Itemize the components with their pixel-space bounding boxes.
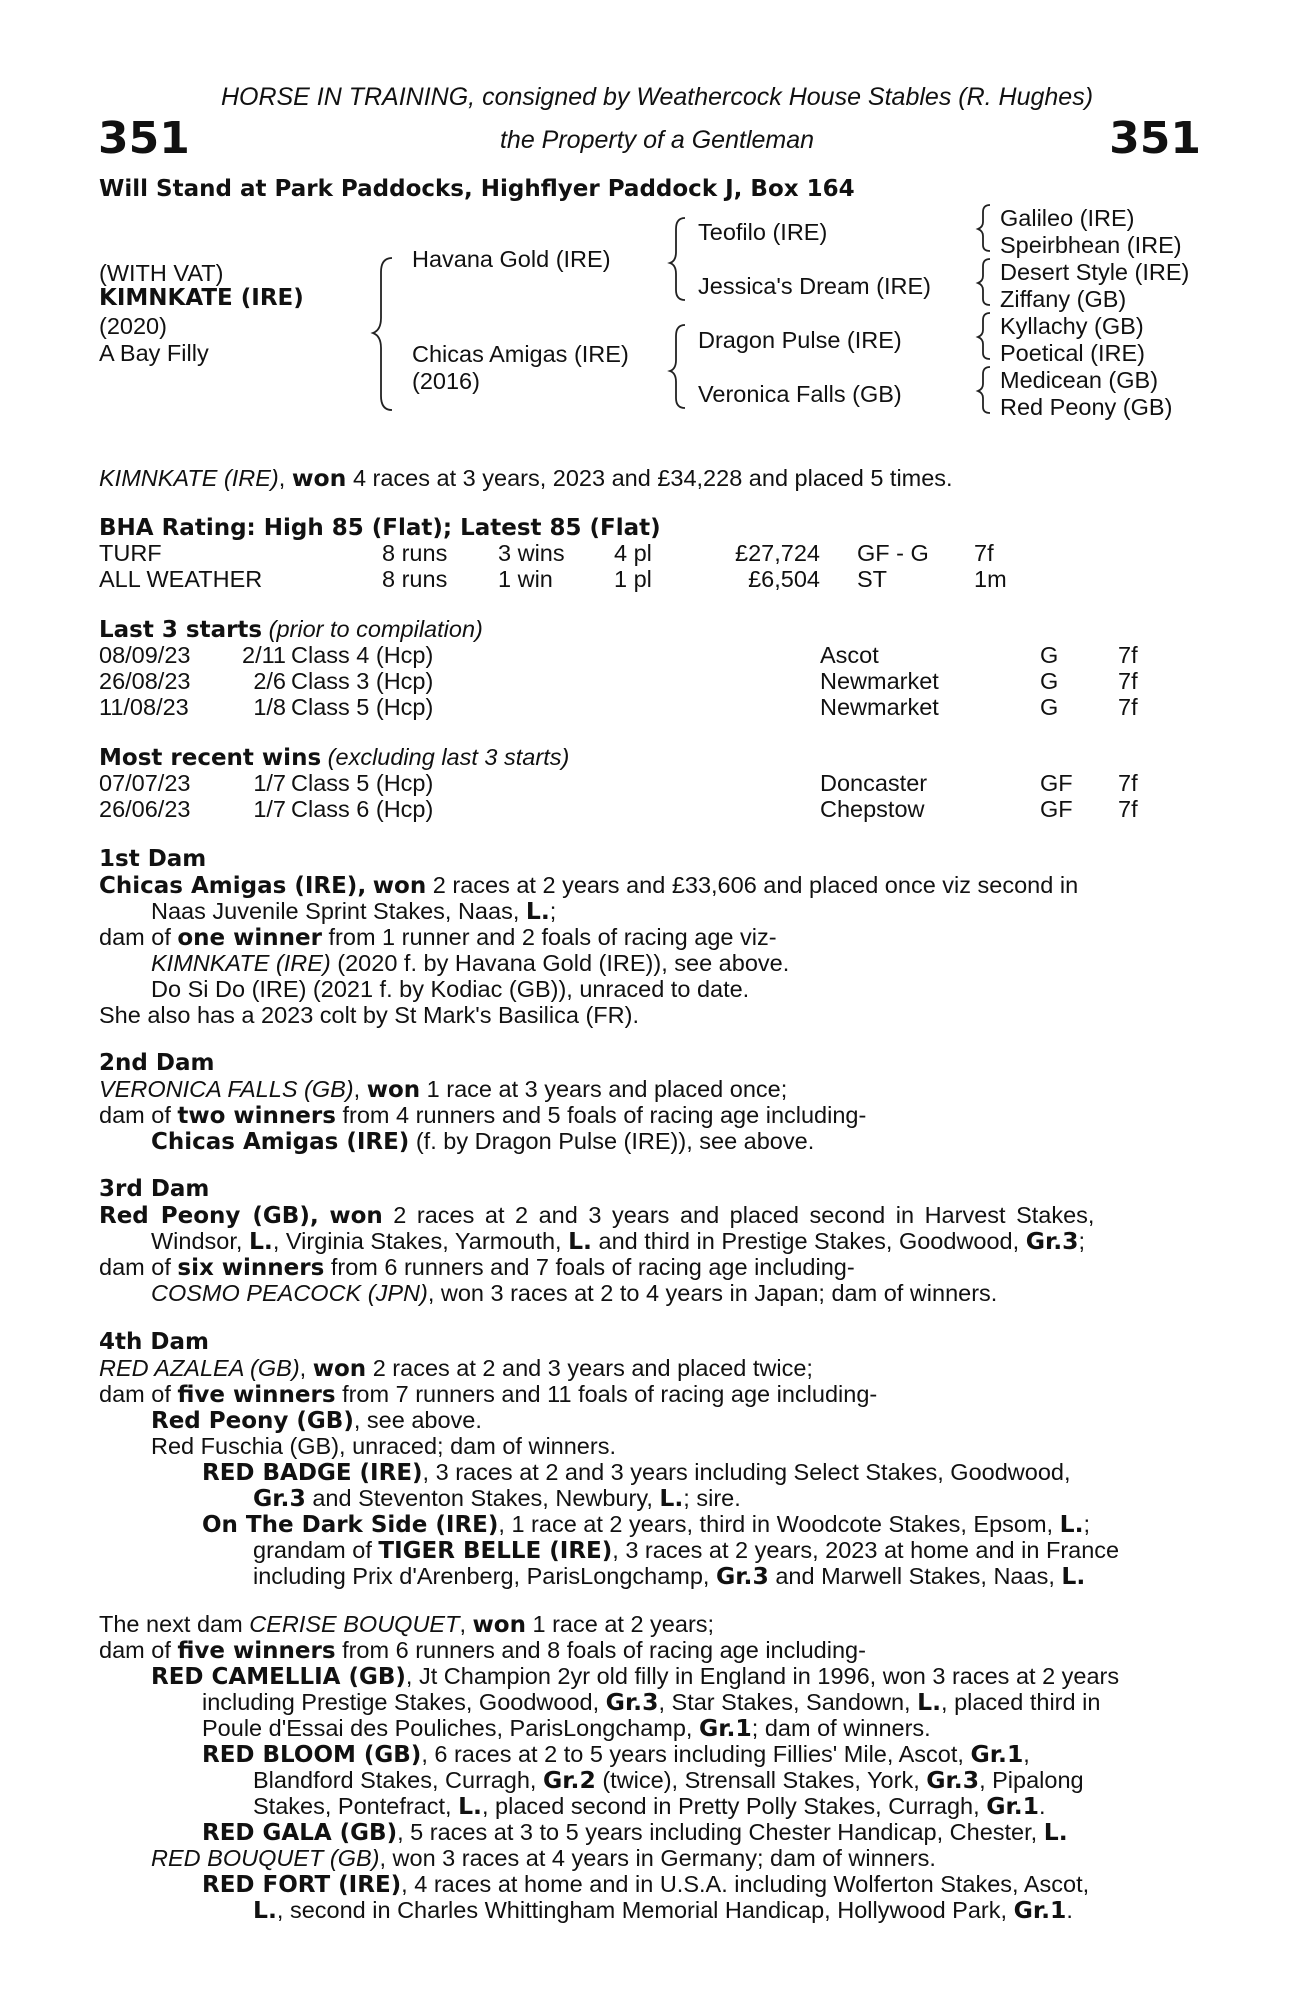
pedigree-dam-sire: Dragon Pulse (IRE) [698,327,902,353]
last3-note: (prior to compilation) [268,616,483,642]
nextdam-red-bouquet: RED BOUQUET (GB), won 3 races at 4 years in Germany; dam of winners. [151,1845,936,1871]
win-date: 07/07/23 [99,770,191,796]
recent-title: Most recent wins [99,745,322,771]
rating-surface: TURF [99,540,162,566]
brace-g2 [978,259,990,305]
win-course: Chepstow [820,796,925,822]
start-distance: 7f [1118,694,1138,720]
summary-rest: 4 races at 3 years, 2023 and £34,228 and placed 5 times. [352,465,953,491]
brace-g3 [978,313,990,359]
start-going: G [1040,668,1059,694]
dam1-line1: Chicas Amigas (IRE), won 2 races at 2 years and £33,606 and placed once viz second in [99,871,1079,899]
recent-heading [99,744,569,771]
race-summary [99,465,953,491]
pedigree-gen4-8: Red Peony (GB) [1000,394,1173,420]
nextdam-red-bloom-line2: Blandford Stakes, Curragh, Gr.2 (twice), Strensall Stakes, York, Gr.3, Pipalong [253,1766,1084,1794]
brace-dam [670,325,685,408]
dam1-name: Chicas Amigas (IRE) [99,873,358,899]
rating-surface: ALL WEATHER [99,566,263,592]
win-position: 1/7 [253,770,286,796]
win-distance: 7f [1118,770,1138,796]
brace-g1 [978,205,990,251]
dam4-grandam-line2: including Prix d'Arenberg, ParisLongchamp, Gr.3 and Marwell Stakes, Naas, L. [253,1562,1086,1590]
dam3-heading: 3rd Dam [99,1176,210,1202]
summary-horse-name: KIMNKATE (IRE) [99,465,279,491]
nextdam-red-fort: RED FORT (IRE), 4 races at home and in U.S.A. including Wolferton Stakes, Ascot, [202,1871,1090,1898]
dam1-also: She also has a 2023 colt by St Mark's Basilica (FR). [99,1002,639,1028]
dam4-grandam: grandam of TIGER BELLE (IRE), 3 races at 2 years, 2023 at home and in France [253,1537,1120,1564]
rating-runs: 8 runs [382,540,448,566]
property-line: the Property of a Gentleman [499,126,815,154]
pedigree-sire-dam: Jessica's Dream (IRE) [698,273,931,299]
start-position: 1/8 [253,694,286,720]
horse-description: A Bay Filly [99,340,209,366]
summary-won: won [291,464,347,492]
dam2-line1: VERONICA FALLS (GB), won 1 race at 3 years and placed once; [99,1076,788,1103]
pedigree-gen4-6: Poetical (IRE) [1000,340,1145,366]
start-going: G [1040,642,1059,668]
dam4-name: RED AZALEA (GB) [99,1355,300,1381]
win-going: GF [1040,770,1073,796]
start-course: Newmarket [820,694,939,720]
brace-main [373,258,392,410]
pedigree-dam-year: (2016) [412,368,480,394]
win-course: Doncaster [820,770,928,796]
brace-g4 [978,367,990,413]
win-distance: 7f [1118,796,1138,822]
dam4-red-badge-line2: Gr.3 and Steventon Stakes, Newbury, L.; sire. [253,1484,741,1512]
rating-distance: 7f [974,540,994,566]
dam1-heading: 1st Dam [99,846,207,872]
dam4-red-badge: RED BADGE (IRE), 3 races at 2 and 3 years including Select Stakes, Goodwood, [202,1459,1071,1486]
rating-distance: 1m [974,566,1007,592]
dam1-offspring2: Do Si Do (IRE) (2021 f. by Kodiac (GB)), unraced to date. [151,976,750,1002]
start-date: 26/08/23 [99,668,191,694]
last3-heading [99,616,483,643]
start-class: Class 5 (Hcp) [291,694,434,720]
nextdam-red-camellia-line3: Poule d'Essai des Pouliches, ParisLongchamp, Gr.1; dam of winners. [202,1714,931,1742]
dam2-heading: 2nd Dam [99,1050,215,1076]
dam3-damof: dam of six winners from 6 runners and 7 foals of racing age including- [99,1254,855,1281]
rating-prize: £27,724 [735,540,820,566]
dam3-line1: Red Peony (GB), won 2 races at 2 and 3 years and placed second in Harvest Stakes, [99,1201,1095,1229]
start-class: Class 3 (Hcp) [291,668,434,694]
start-date: 08/09/23 [99,642,191,668]
rating-wins: 3 wins [498,540,565,566]
brace-sire [670,218,685,300]
rating-placed: 1 pl [614,566,652,592]
nextdam-red-camellia-line2: including Prestige Stakes, Goodwood, Gr.3, Star Stakes, Sandown, L., placed third in [202,1688,1101,1716]
rating-wins: 1 win [498,566,553,592]
nextdam-red-camellia: RED CAMELLIA (GB), Jt Champion 2yr old filly in England in 1996, won 3 races at 2 years [151,1663,1120,1690]
rating-placed: 4 pl [614,540,652,566]
win-position: 1/7 [253,796,286,822]
dam1-damof: dam of one winner from 1 runner and 2 foals of racing age viz- [99,924,777,951]
dam1-won: won [372,873,427,899]
dam4-on-the-dark-side: On The Dark Side (IRE), 1 race at 2 years, third in Woodcote Stakes, Epsom, L.; [202,1510,1091,1538]
start-going: G [1040,694,1059,720]
nextdam-red-fort-line2: L., second in Charles Whittingham Memorial Handicap, Hollywood Park, Gr.1. [253,1896,1073,1924]
nextdam-name: CERISE BOUQUET [249,1611,460,1637]
nextdam-red-bloom-line3: Stakes, Pontefract, L., placed second in Pretty Polly Stakes, Curragh, Gr.1. [253,1792,1046,1820]
dam1-line2: Naas Juvenile Sprint Stakes, Naas, L.; [151,897,557,925]
pedigree-sire-sire: Teofilo (IRE) [698,219,828,245]
start-course: Ascot [820,642,879,668]
win-class: Class 6 (Hcp) [291,796,434,822]
pedigree-gen4-3: Desert Style (IRE) [1000,259,1190,285]
pedigree-gen4-7: Medicean (GB) [1000,367,1159,393]
start-course: Newmarket [820,668,939,694]
horse-vat: (WITH VAT) [99,260,224,286]
pedigree-gen4-4: Ziffany (GB) [1000,286,1127,312]
start-distance: 7f [1118,642,1138,668]
nextdam-red-gala: RED GALA (GB), 5 races at 3 to 5 years including Chester Handicap, Chester, L. [202,1818,1068,1846]
dam2-damof: dam of two winners from 4 runners and 5 foals of racing age including- [99,1102,867,1129]
start-distance: 7f [1118,668,1138,694]
rating-runs: 8 runs [382,566,448,592]
dam3-line2: Windsor, L., Virginia Stakes, Yarmouth, L. and third in Prestige Stakes, Goodwood, Gr.3; [151,1227,1086,1255]
nextdam-line1: The next dam CERISE BOUQUET, won 1 race at 2 years; [99,1611,715,1638]
summary-comma: , [278,465,286,491]
dam4-offspring2: Red Fuschia (GB), unraced; dam of winners. [151,1433,616,1459]
nextdam-red-bloom: RED BLOOM (GB), 6 races at 2 to 5 years including Fillies' Mile, Ascot, Gr.1, [202,1740,1030,1768]
listed-badge: L. [525,897,550,925]
dam3-offspring1: COSMO PEACOCK (JPN), won 3 races at 2 to 4 years in Japan; dam of winners. [151,1280,998,1306]
lot-number-right: 351 [1109,113,1201,164]
win-going: GF [1040,796,1073,822]
consignor-line: HORSE IN TRAINING, consigned by Weathercock House Stables (R. Hughes) [220,83,1094,111]
pedigree-gen4-5: Kyllachy (GB) [1000,313,1144,339]
start-position: 2/6 [253,668,286,694]
dam4-line1: RED AZALEA (GB), won 2 races at 2 and 3 years and placed twice; [99,1355,813,1382]
pedigree-gen4-2: Speirbhean (IRE) [1000,232,1182,258]
dam3-name: Red Peony (GB) [99,1203,310,1229]
dam4-damof: dam of five winners from 7 runners and 11 foals of racing age including- [99,1381,878,1408]
horse-year: (2020) [99,313,167,339]
rating-heading: BHA Rating: High 85 (Flat); Latest 85 (Flat) [99,515,661,541]
dam1-offspring1: KIMNKATE (IRE) (2020 f. by Havana Gold (IRE)), see above. [151,950,790,976]
rating-going: GF - G [857,540,929,566]
start-class: Class 4 (Hcp) [291,642,434,668]
horse-name: KIMNKATE (IRE) [99,285,304,311]
dam4-offspring1: Red Peony (GB), see above. [151,1407,482,1434]
recent-note: (excluding last 3 starts) [327,744,570,770]
rating-prize: £6,504 [748,566,820,592]
pedigree-dam: Chicas Amigas (IRE) [412,341,629,367]
pedigree-sire: Havana Gold (IRE) [412,246,611,272]
dam2-name: VERONICA FALLS (GB) [99,1076,354,1102]
lot-number-left: 351 [98,113,190,164]
nextdam-damof: dam of five winners from 6 runners and 8 foals of racing age including- [99,1637,866,1664]
start-position: 2/11 [242,642,286,668]
win-class: Class 5 (Hcp) [291,770,434,796]
location-line: Will Stand at Park Paddocks, Highflyer Paddock J, Box 164 [99,176,855,202]
dam4-heading: 4th Dam [99,1329,209,1355]
rating-going: ST [857,566,888,592]
pedigree-dam-dam: Veronica Falls (GB) [698,381,902,407]
pedigree-gen4-1: Galileo (IRE) [1000,205,1135,231]
dam2-offspring1: Chicas Amigas (IRE) (f. by Dragon Pulse (IRE)), see above. [151,1128,815,1155]
win-date: 26/06/23 [99,796,191,822]
start-date: 11/08/23 [99,694,189,720]
last3-title: Last 3 starts [99,617,263,643]
